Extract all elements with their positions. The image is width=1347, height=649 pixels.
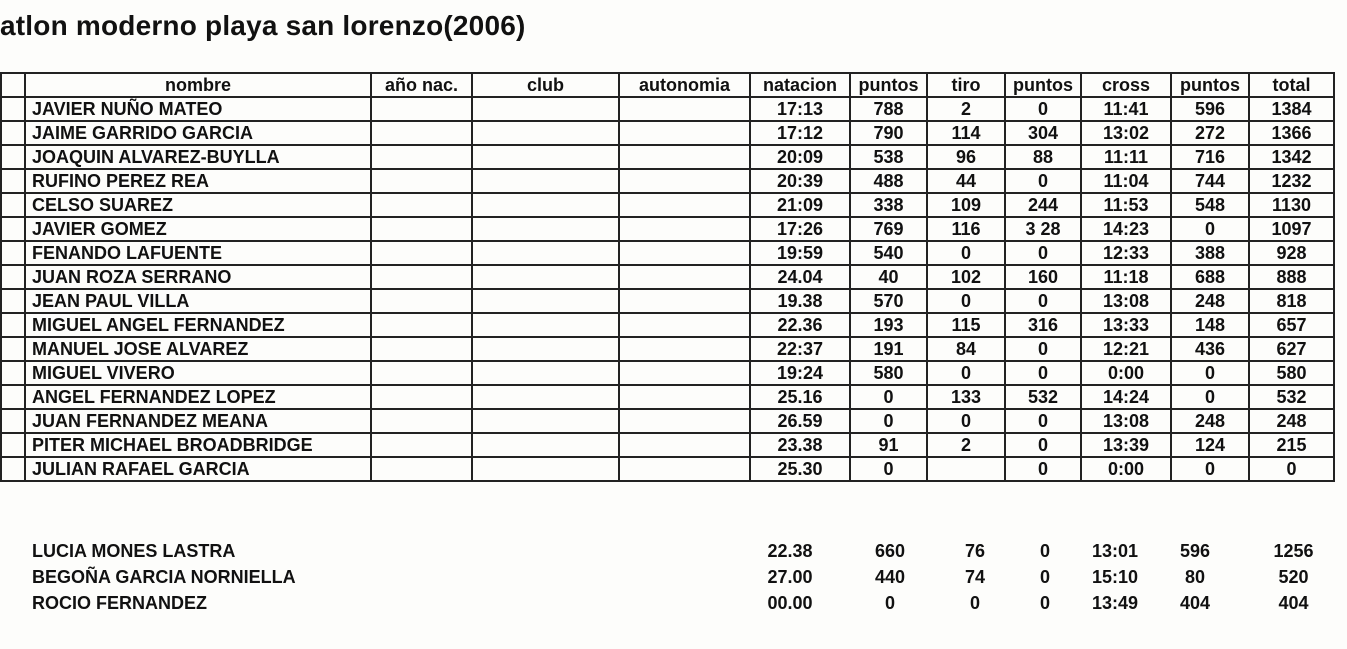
cell-nombre: MIGUEL VIVERO	[25, 361, 371, 385]
cell-puntos-natacion: 91	[850, 433, 927, 457]
cell-puntos-cross: 148	[1171, 313, 1249, 337]
header-ano-nac: año nac.	[371, 73, 472, 97]
cell-puntos-cross: 248	[1171, 409, 1249, 433]
extra-cell-tiro: 76	[964, 541, 986, 561]
cell-ano-nac	[371, 217, 472, 241]
extra-results	[0, 538, 1347, 616]
cell-autonomia	[619, 361, 750, 385]
row-index-cell	[1, 337, 25, 361]
cell-total: 818	[1249, 289, 1334, 313]
cell-tiro: 116	[927, 217, 1005, 241]
cell-natacion: 17:26	[750, 217, 850, 241]
row-index-cell	[1, 121, 25, 145]
cell-puntos-natacion: 193	[850, 313, 927, 337]
cell-ano-nac	[371, 265, 472, 289]
cell-tiro: 133	[927, 385, 1005, 409]
cell-total: 580	[1249, 361, 1334, 385]
extra-row	[0, 564, 1347, 590]
cell-tiro: 115	[927, 313, 1005, 337]
cell-puntos-natacion: 538	[850, 145, 927, 169]
cell-total: 1232	[1249, 169, 1334, 193]
cell-natacion: 22.36	[750, 313, 850, 337]
cell-puntos-tiro: 0	[1005, 289, 1081, 313]
cell-puntos-cross: 596	[1171, 97, 1249, 121]
extra-cell-natacion: 22.38	[767, 541, 813, 561]
cell-puntos-tiro: 316	[1005, 313, 1081, 337]
cell-cross: 14:24	[1081, 385, 1171, 409]
cell-puntos-natacion: 580	[850, 361, 927, 385]
cell-autonomia	[619, 313, 750, 337]
cell-natacion: 20:39	[750, 169, 850, 193]
cell-puntos-natacion: 570	[850, 289, 927, 313]
row-index-cell	[1, 361, 25, 385]
cell-total: 1342	[1249, 145, 1334, 169]
cell-puntos-tiro: 0	[1005, 241, 1081, 265]
cell-nombre: JUAN FERNANDEZ MEANA	[25, 409, 371, 433]
cell-nombre: FENANDO LAFUENTE	[25, 241, 371, 265]
cell-natacion: 17:13	[750, 97, 850, 121]
header-puntos-tiro: puntos	[1005, 73, 1081, 97]
header-natacion: natacion	[750, 73, 850, 97]
cell-ano-nac	[371, 385, 472, 409]
cell-club	[472, 193, 619, 217]
cell-cross: 0:00	[1081, 361, 1171, 385]
cell-club	[472, 289, 619, 313]
extra-cell-puntos-natacion: 440	[874, 567, 906, 587]
cell-autonomia	[619, 145, 750, 169]
cell-puntos-natacion: 0	[850, 385, 927, 409]
row-index-cell	[1, 265, 25, 289]
header-puntos-natacion: puntos	[850, 73, 927, 97]
extra-cell-natacion: 00.00	[767, 593, 813, 613]
cell-ano-nac	[371, 97, 472, 121]
cell-total: 657	[1249, 313, 1334, 337]
cell-puntos-natacion: 790	[850, 121, 927, 145]
cell-tiro: 44	[927, 169, 1005, 193]
cell-total: 248	[1249, 409, 1334, 433]
row-index-cell	[1, 289, 25, 313]
row-index-cell	[1, 97, 25, 121]
cell-puntos-tiro: 0	[1005, 409, 1081, 433]
table-row	[1, 433, 1334, 457]
extra-results-body	[0, 538, 1347, 616]
table-row	[1, 313, 1334, 337]
extra-row	[0, 590, 1347, 616]
cell-club	[472, 121, 619, 145]
cell-nombre: PITER MICHAEL BROADBRIDGE	[25, 433, 371, 457]
extra-cell-puntos-natacion: 660	[874, 541, 906, 561]
cell-autonomia	[619, 385, 750, 409]
cell-ano-nac	[371, 313, 472, 337]
header-cross: cross	[1081, 73, 1171, 97]
table-row	[1, 409, 1334, 433]
cell-tiro	[927, 457, 1005, 481]
cell-cross: 13:33	[1081, 313, 1171, 337]
table-row	[1, 97, 1334, 121]
extra-row	[0, 538, 1347, 564]
cell-puntos-natacion: 191	[850, 337, 927, 361]
cell-puntos-cross: 744	[1171, 169, 1249, 193]
cell-puntos-natacion: 488	[850, 169, 927, 193]
cell-autonomia	[619, 433, 750, 457]
header-tiro: tiro	[927, 73, 1005, 97]
extra-cell-tiro: 74	[964, 567, 986, 587]
table-row	[1, 217, 1334, 241]
cell-natacion: 25.16	[750, 385, 850, 409]
cell-autonomia	[619, 265, 750, 289]
results-table	[0, 72, 1335, 482]
cell-total: 532	[1249, 385, 1334, 409]
cell-ano-nac	[371, 337, 472, 361]
cell-autonomia	[619, 193, 750, 217]
cell-puntos-cross: 0	[1171, 457, 1249, 481]
cell-tiro: 0	[927, 241, 1005, 265]
cell-puntos-tiro: 88	[1005, 145, 1081, 169]
document-title: atlon moderno playa san lorenzo(2006)	[0, 10, 526, 41]
table-row	[1, 265, 1334, 289]
cell-cross: 14:23	[1081, 217, 1171, 241]
cell-autonomia	[619, 409, 750, 433]
cell-puntos-tiro: 0	[1005, 97, 1081, 121]
cell-cross: 12:33	[1081, 241, 1171, 265]
cell-puntos-tiro: 3 28	[1005, 217, 1081, 241]
cell-puntos-cross: 388	[1171, 241, 1249, 265]
cell-autonomia	[619, 241, 750, 265]
cell-puntos-cross: 716	[1171, 145, 1249, 169]
cell-puntos-tiro: 0	[1005, 433, 1081, 457]
cell-nombre: JULIAN RAFAEL GARCIA	[25, 457, 371, 481]
cell-ano-nac	[371, 145, 472, 169]
cell-puntos-tiro: 304	[1005, 121, 1081, 145]
cell-autonomia	[619, 97, 750, 121]
cell-total: 1384	[1249, 97, 1334, 121]
cell-club	[472, 241, 619, 265]
cell-puntos-cross: 688	[1171, 265, 1249, 289]
cell-club	[472, 385, 619, 409]
row-index-cell	[1, 409, 25, 433]
cell-nombre: JAIME GARRIDO GARCIA	[25, 121, 371, 145]
table-row	[1, 121, 1334, 145]
cell-puntos-tiro: 532	[1005, 385, 1081, 409]
extra-cell-tiro: 0	[969, 593, 980, 613]
row-index-cell	[1, 433, 25, 457]
cell-cross: 11:41	[1081, 97, 1171, 121]
cell-puntos-cross: 272	[1171, 121, 1249, 145]
cell-total: 627	[1249, 337, 1334, 361]
cell-total: 888	[1249, 265, 1334, 289]
cell-cross: 11:11	[1081, 145, 1171, 169]
table-row	[1, 193, 1334, 217]
table-row	[1, 457, 1334, 481]
cell-tiro: 84	[927, 337, 1005, 361]
cell-ano-nac	[371, 457, 472, 481]
extra-cell-total: 404	[1278, 593, 1309, 613]
cell-total: 0	[1249, 457, 1334, 481]
cell-puntos-tiro: 0	[1005, 457, 1081, 481]
cell-total: 215	[1249, 433, 1334, 457]
header-puntos-cross: puntos	[1171, 73, 1249, 97]
cell-natacion: 23.38	[750, 433, 850, 457]
cell-tiro: 0	[927, 289, 1005, 313]
cell-cross: 11:04	[1081, 169, 1171, 193]
cell-nombre: ANGEL FERNANDEZ LOPEZ	[25, 385, 371, 409]
cell-puntos-natacion: 0	[850, 457, 927, 481]
cell-tiro: 102	[927, 265, 1005, 289]
cell-ano-nac	[371, 193, 472, 217]
extra-cell-nombre: BEGOÑA GARCIA NORNIELLA	[32, 567, 296, 587]
cell-autonomia	[619, 121, 750, 145]
cell-tiro: 0	[927, 361, 1005, 385]
cell-puntos-tiro: 160	[1005, 265, 1081, 289]
extra-cell-puntos-cross: 80	[1184, 567, 1206, 587]
cell-cross: 12:21	[1081, 337, 1171, 361]
cell-club	[472, 409, 619, 433]
cell-natacion: 19.38	[750, 289, 850, 313]
cell-puntos-natacion: 0	[850, 409, 927, 433]
extra-cell-natacion: 27.00	[767, 567, 813, 587]
header-autonomia: autonomia	[619, 73, 750, 97]
cell-natacion: 20:09	[750, 145, 850, 169]
cell-cross: 13:08	[1081, 289, 1171, 313]
row-index-cell	[1, 385, 25, 409]
cell-ano-nac	[371, 289, 472, 313]
cell-tiro: 2	[927, 97, 1005, 121]
cell-natacion: 19:59	[750, 241, 850, 265]
cell-puntos-tiro: 244	[1005, 193, 1081, 217]
table-row	[1, 241, 1334, 265]
cell-cross: 13:08	[1081, 409, 1171, 433]
row-index-cell	[1, 457, 25, 481]
cell-club	[472, 457, 619, 481]
header-index	[1, 73, 25, 97]
row-index-cell	[1, 217, 25, 241]
cell-nombre: JEAN PAUL VILLA	[25, 289, 371, 313]
cell-autonomia	[619, 457, 750, 481]
cell-puntos-cross: 0	[1171, 217, 1249, 241]
extra-cell-total: 520	[1278, 567, 1309, 587]
extra-cell-cross: 13:49	[1091, 593, 1139, 613]
cell-nombre: JUAN ROZA SERRANO	[25, 265, 371, 289]
cell-autonomia	[619, 289, 750, 313]
cell-club	[472, 217, 619, 241]
table-row	[1, 385, 1334, 409]
row-index-cell	[1, 193, 25, 217]
cell-puntos-natacion: 40	[850, 265, 927, 289]
cell-natacion: 21:09	[750, 193, 850, 217]
table-row	[1, 361, 1334, 385]
cell-club	[472, 361, 619, 385]
cell-total: 1130	[1249, 193, 1334, 217]
row-index-cell	[1, 145, 25, 169]
cell-nombre: MANUEL JOSE ALVAREZ	[25, 337, 371, 361]
cell-autonomia	[619, 169, 750, 193]
results-table-body	[1, 73, 1334, 481]
cell-puntos-cross: 0	[1171, 385, 1249, 409]
extra-cell-puntos-tiro: 0	[1039, 541, 1050, 561]
cell-nombre: JAVIER NUÑO MATEO	[25, 97, 371, 121]
cell-ano-nac	[371, 433, 472, 457]
extra-cell-puntos-tiro: 0	[1039, 567, 1050, 587]
extra-cell-cross: 13:01	[1091, 541, 1139, 561]
cell-total: 1366	[1249, 121, 1334, 145]
cell-puntos-tiro: 0	[1005, 337, 1081, 361]
cell-natacion: 25.30	[750, 457, 850, 481]
cell-nombre: MIGUEL ANGEL FERNANDEZ	[25, 313, 371, 337]
cell-ano-nac	[371, 409, 472, 433]
extra-cell-puntos-tiro: 0	[1039, 593, 1050, 613]
cell-tiro: 2	[927, 433, 1005, 457]
cell-puntos-natacion: 769	[850, 217, 927, 241]
header-club: club	[472, 73, 619, 97]
cell-tiro: 114	[927, 121, 1005, 145]
cell-club	[472, 265, 619, 289]
cell-total: 1097	[1249, 217, 1334, 241]
cell-puntos-natacion: 788	[850, 97, 927, 121]
cell-club	[472, 337, 619, 361]
cell-puntos-cross: 436	[1171, 337, 1249, 361]
cell-puntos-cross: 0	[1171, 361, 1249, 385]
cell-cross: 0:00	[1081, 457, 1171, 481]
cell-club	[472, 169, 619, 193]
table-row	[1, 169, 1334, 193]
extra-cell-puntos-natacion: 0	[884, 593, 895, 613]
cell-cross: 13:02	[1081, 121, 1171, 145]
cell-ano-nac	[371, 169, 472, 193]
cell-nombre: RUFINO PEREZ REA	[25, 169, 371, 193]
cell-nombre: CELSO SUAREZ	[25, 193, 371, 217]
cell-puntos-cross: 124	[1171, 433, 1249, 457]
cell-natacion: 24.04	[750, 265, 850, 289]
cell-nombre: JAVIER GOMEZ	[25, 217, 371, 241]
extra-cell-nombre: LUCIA MONES LASTRA	[32, 541, 236, 561]
cell-club	[472, 433, 619, 457]
cell-autonomia	[619, 337, 750, 361]
cell-cross: 11:18	[1081, 265, 1171, 289]
cell-puntos-natacion: 540	[850, 241, 927, 265]
header-row	[1, 73, 1334, 97]
header-total: total	[1249, 73, 1334, 97]
cell-natacion: 19:24	[750, 361, 850, 385]
cell-cross: 11:53	[1081, 193, 1171, 217]
header-nombre: nombre	[25, 73, 371, 97]
table-row	[1, 337, 1334, 361]
cell-total: 928	[1249, 241, 1334, 265]
cell-puntos-tiro: 0	[1005, 361, 1081, 385]
cell-ano-nac	[371, 121, 472, 145]
table-row	[1, 289, 1334, 313]
row-index-cell	[1, 241, 25, 265]
row-index-cell	[1, 313, 25, 337]
cell-club	[472, 145, 619, 169]
cell-puntos-tiro: 0	[1005, 169, 1081, 193]
extra-cell-puntos-cross: 404	[1179, 593, 1211, 613]
cell-natacion: 26.59	[750, 409, 850, 433]
cell-ano-nac	[371, 361, 472, 385]
extra-cell-cross: 15:10	[1091, 567, 1139, 587]
cell-club	[472, 97, 619, 121]
table-row	[1, 145, 1334, 169]
row-index-cell	[1, 169, 25, 193]
cell-natacion: 22:37	[750, 337, 850, 361]
cell-puntos-cross: 248	[1171, 289, 1249, 313]
cell-tiro: 96	[927, 145, 1005, 169]
extra-cell-total: 1256	[1273, 541, 1314, 561]
extra-cell-nombre: ROCIO FERNANDEZ	[32, 593, 207, 613]
cell-club	[472, 313, 619, 337]
cell-tiro: 0	[927, 409, 1005, 433]
cell-autonomia	[619, 217, 750, 241]
extra-cell-puntos-cross: 596	[1179, 541, 1211, 561]
cell-tiro: 109	[927, 193, 1005, 217]
cell-cross: 13:39	[1081, 433, 1171, 457]
cell-puntos-cross: 548	[1171, 193, 1249, 217]
cell-natacion: 17:12	[750, 121, 850, 145]
cell-puntos-natacion: 338	[850, 193, 927, 217]
cell-ano-nac	[371, 241, 472, 265]
cell-nombre: JOAQUIN ALVAREZ-BUYLLA	[25, 145, 371, 169]
